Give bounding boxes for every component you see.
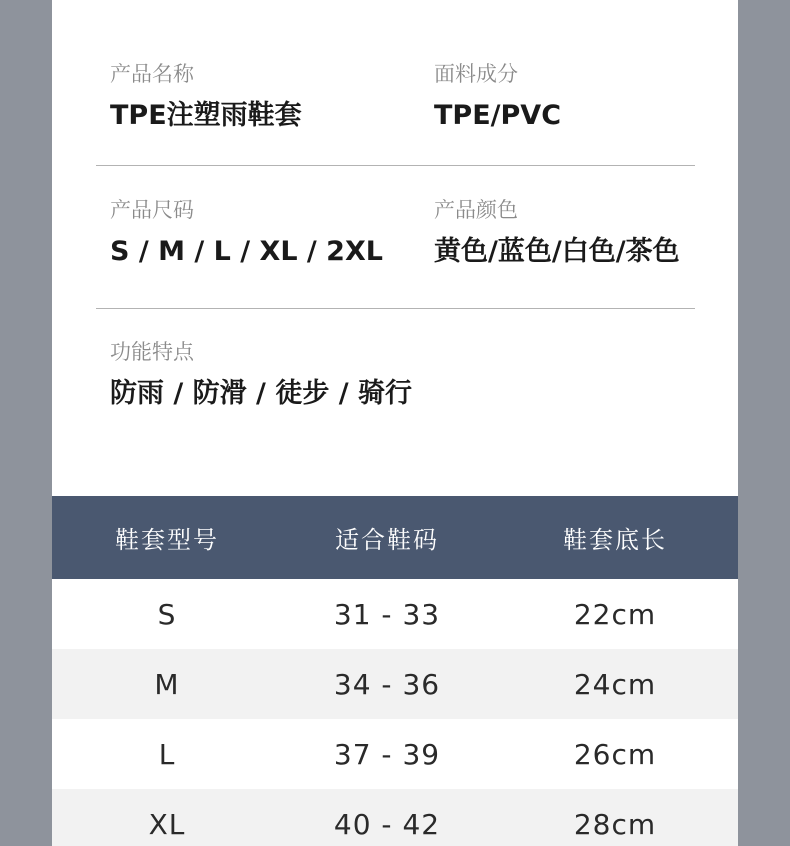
- size-table: [52, 496, 738, 846]
- table-row: [52, 789, 738, 846]
- divider: [96, 308, 695, 309]
- cell-sole-length: 28cm: [573, 807, 657, 841]
- spec-size: [110, 196, 383, 270]
- cell-shoe-size: 31 - 33: [333, 597, 441, 631]
- spec-label: 产品颜色: [434, 198, 518, 222]
- spec-label: 面料成分: [434, 62, 518, 86]
- table-row: [52, 719, 738, 789]
- spec-label: 产品名称: [110, 62, 194, 86]
- table-row: [52, 649, 738, 719]
- size-table-header: [52, 496, 738, 579]
- spec-value: 防雨 / 防滑 / 徒步 / 骑行: [110, 378, 412, 409]
- spec-label: 功能特点: [110, 340, 194, 364]
- spec-color: [434, 196, 680, 270]
- cell-shoe-size: 40 - 42: [333, 807, 441, 841]
- cell-shoe-size: 34 - 36: [333, 667, 441, 701]
- table-row: [52, 579, 738, 649]
- header-model: 鞋套型号: [115, 526, 219, 554]
- cell-sole-length: 22cm: [573, 597, 657, 631]
- header-sole-length: 鞋套底长: [563, 526, 667, 554]
- spec-feature: [110, 338, 412, 412]
- spec-value: S / M / L / XL / 2XL: [110, 236, 383, 267]
- spec-value: 黄色/蓝色/白色/茶色: [434, 236, 680, 267]
- cell-model: S: [157, 597, 177, 631]
- product-spec-card: [52, 0, 738, 846]
- spec-product-name: [110, 60, 302, 134]
- spec-material: [434, 60, 561, 134]
- cell-model: M: [154, 667, 180, 701]
- cell-model: XL: [148, 807, 186, 841]
- spec-value: TPE注塑雨鞋套: [110, 100, 302, 131]
- spec-label: 产品尺码: [110, 198, 194, 222]
- spec-value: TPE/PVC: [434, 100, 562, 131]
- cell-sole-length: 26cm: [573, 737, 657, 771]
- header-shoe-size: 适合鞋码: [335, 526, 439, 554]
- cell-shoe-size: 37 - 39: [333, 737, 441, 771]
- cell-sole-length: 24cm: [573, 667, 657, 701]
- cell-model: L: [158, 737, 176, 771]
- divider: [96, 165, 695, 166]
